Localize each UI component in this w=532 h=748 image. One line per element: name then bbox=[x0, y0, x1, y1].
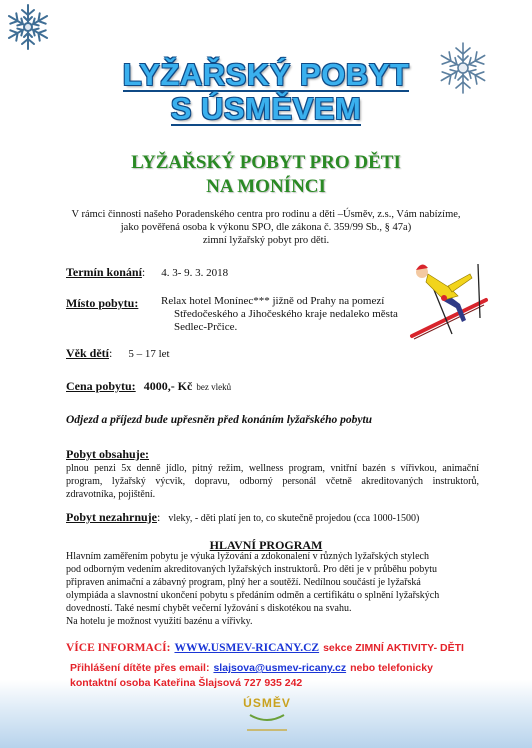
misto-row: Místo pobytu: bbox=[66, 296, 139, 310]
email-link[interactable]: slajsova@usmev-ricany.cz bbox=[213, 662, 347, 674]
info-row: VÍCE INFORMACÍ: WWW.USMEV-RICANY.CZ sekce ZIMNÍ AKTIVITY- DĚTI bbox=[66, 642, 464, 654]
snowflake-icon bbox=[2, 2, 54, 52]
prihlaseni-row: Přihlášení dítěte přes email: slajsova@usmev-ricany.cz nebo telefonicky kontaktní osoba Kateřina Šlajsová 727 935 242 bbox=[70, 662, 433, 689]
program-heading: HLAVNÍ PROGRAM bbox=[209, 538, 323, 552]
obsahuje-label: Pobyt obsahuje: bbox=[66, 447, 150, 461]
smile-icon bbox=[247, 713, 287, 723]
misto-value: Relax hotel Monínec*** jižně od Prahy na pomezí Středočeského a Jihočeského kraje nedaleko města Sedlec-Prčice. bbox=[161, 295, 398, 333]
page-subtitle: LYŽAŘSKÝ POBYT PRO DĚTI NA MONÍNCI bbox=[131, 152, 401, 197]
odjezd-note: Odjezd a příjezd bude upřesněn před konáním lyžařského pobytu bbox=[66, 414, 373, 426]
vek-row: Věk dětí: 5 – 17 let bbox=[66, 346, 170, 360]
website-link[interactable]: WWW.USMEV-RICANY.CZ bbox=[174, 642, 320, 654]
nezahrnuje-row: Pobyt nezahrnuje: vleky, - děti platí jen to, co skutečně projedou (cca 1000-1500) bbox=[66, 510, 420, 524]
obsahuje-text: plnou penzi 5x denně jídlo, pitný režim, wellness program, vnitřní bazén s vířivkou, animační program, lyžařský výcvik, dopravu, odborný personál včetně akreditovaných instruktorů, zdravotníka, pojištění. bbox=[66, 463, 479, 500]
termin-row: Termín konání: 4. 3- 9. 3. 2018 bbox=[66, 265, 229, 279]
cena-row: Cena pobytu: 4000,- Kč bez vleků bbox=[66, 379, 232, 393]
skier-illustration bbox=[408, 258, 488, 340]
page-title: LYŽAŘSKÝ POBYT S ÚSMĚVEM bbox=[122, 57, 410, 126]
intro-text: V rámci činnosti našeho Poradenského centra pro rodinu a děti –Úsměv, z.s., Vám nabízíme, jako pověřená osoba k výkonu SPO, dle zákona č. 359/99 Sb., § 47a) zimní lyžařský pobyt pro děti. bbox=[71, 209, 461, 246]
program-text: Hlavním zaměřením pobytu je výuka lyžování a zdokonalení v různých lyžařských stylech pod odborným vedením akreditovaných lyžařských instruktorů. Pro děti je v průběhu pobytu připraven animační a zábavný program, plný her a soutěží. Nedílnou součástí je lyžařská olympiáda a slavnostní ukončení pobytu s předáním odměn a certifikátu o splnění lyžařských dovedností. Také nesmí chybět večerní lyžování s diskotékou na svahu. Na hotelu je možnost využití bazénu a vířivky. bbox=[66, 551, 440, 627]
usmev-logo: ÚSMĚV bbox=[236, 696, 298, 730]
